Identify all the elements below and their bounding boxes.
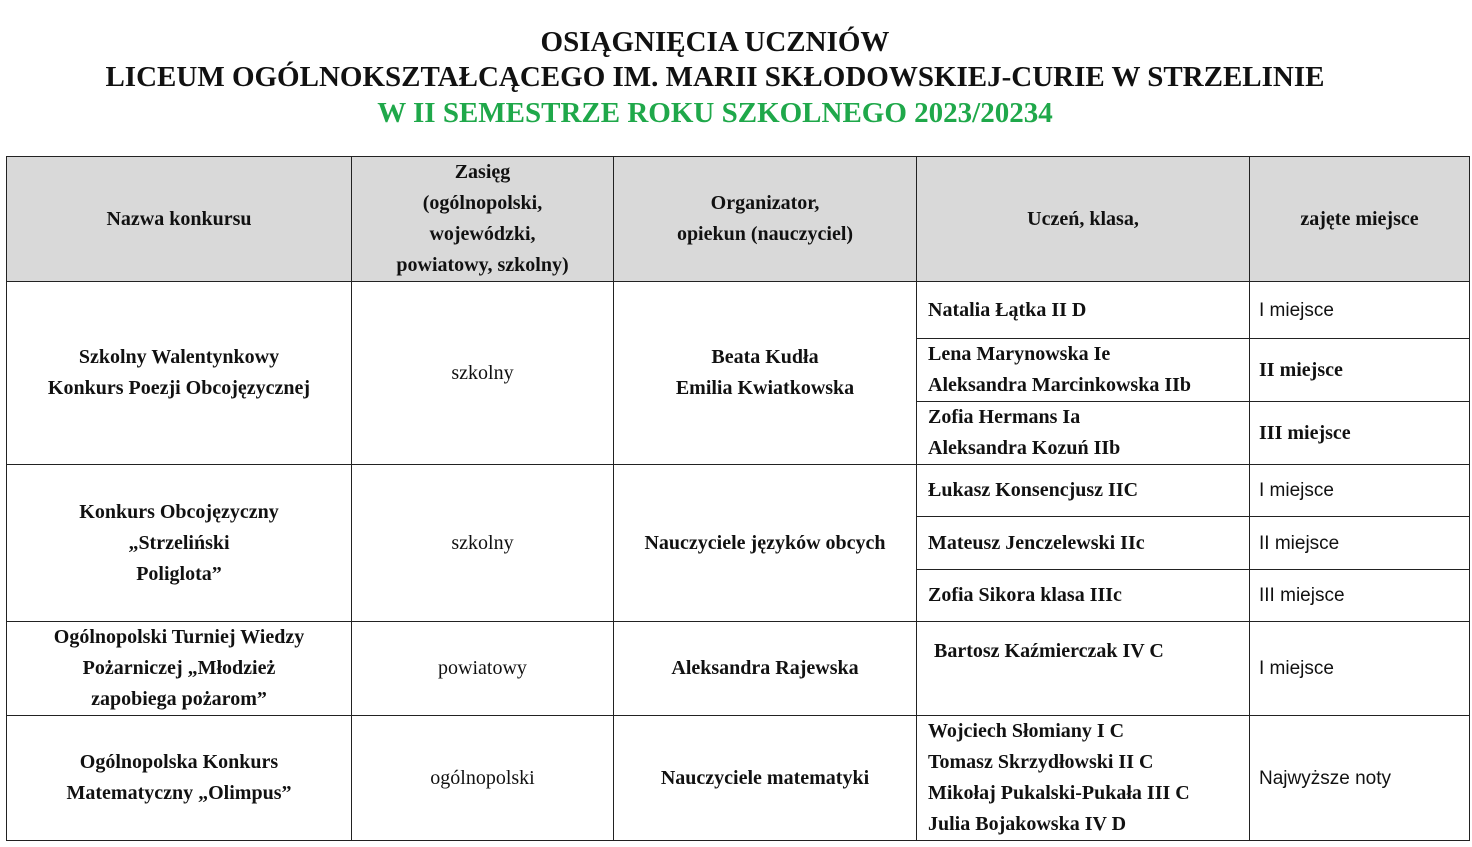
col-header-scope-line: powiatowy, szkolny): [396, 254, 569, 276]
student-cell: [917, 339, 1250, 402]
student-cell: [917, 282, 1250, 339]
student-line: Wojciech Słomiany I C: [928, 720, 1125, 742]
organizer-cell: [614, 282, 917, 465]
contest-name-cell: [7, 716, 352, 841]
col-header-name: Nazwa konkursu: [7, 157, 352, 282]
organizer-line: Emilia Kwiatkowska: [675, 377, 855, 399]
contest-name-line: Pożarniczej „Młodzież: [82, 657, 276, 679]
col-header-place: zajęte miejsce: [1250, 157, 1470, 282]
contest-name-line: Matematyczny „Olimpus”: [66, 782, 292, 804]
contest-name-line: Ogólnopolska Konkurs: [79, 751, 279, 773]
organizer-cell: [614, 716, 917, 841]
student-cell: [917, 622, 1250, 716]
col-header-scope: [352, 157, 614, 282]
place-cell: II miejsce: [1250, 339, 1470, 402]
contest-name-line: „Strzeliński: [128, 531, 230, 554]
student-cell: [917, 465, 1250, 517]
header-row: [7, 157, 1470, 282]
place-cell: III miejsce: [1250, 570, 1470, 622]
contest-name-line: Konkurs Obcojęzyczny: [79, 500, 279, 523]
contest-name-cell: [7, 622, 352, 716]
scope-cell: szkolny: [352, 282, 614, 465]
contest-name-line: Ogólnopolski Turniej Wiedzy: [53, 626, 305, 648]
contest-name-cell: [7, 465, 352, 622]
student-cell: [917, 570, 1250, 622]
student-cell: [917, 402, 1250, 465]
student-line: Mikołaj Pukalski-Pukała III C: [928, 782, 1190, 804]
place-cell: II miejsce: [1250, 517, 1470, 570]
contest-name-line: zapobiega pożarom”: [91, 688, 267, 710]
col-header-scope-line: wojewódzki,: [429, 223, 536, 245]
table-row: [7, 622, 1470, 716]
title-line-1: OSIĄGNIĘCIA UCZNIÓW: [540, 26, 890, 58]
place-cell: III miejsce: [1250, 402, 1470, 465]
student-line: Julia Bojakowska IV D: [928, 813, 1127, 835]
contest-name-line: Szkolny Walentynkowy: [78, 346, 280, 368]
student-line: Tomasz Skrzydłowski II C: [928, 751, 1154, 773]
organizer-line: Nauczyciele matematyki: [660, 766, 870, 789]
organizer-line: Aleksandra Rajewska: [671, 657, 859, 679]
student-line: Zofia Sikora klasa IIIc: [928, 584, 1122, 606]
student-line: Aleksandra Marcinkowska IIb: [928, 374, 1192, 396]
place-cell: Najwyższe noty: [1250, 716, 1470, 841]
scope-cell: ogólnopolski: [352, 716, 614, 841]
student-line: Mateusz Jenczelewski IIc: [928, 531, 1145, 554]
student-line: Aleksandra Kozuń IIb: [928, 437, 1121, 459]
scope-cell: powiatowy: [352, 622, 614, 716]
scope-cell: szkolny: [352, 465, 614, 622]
col-header-organizer-line: Organizator,: [710, 192, 820, 214]
student-cell: [917, 517, 1250, 570]
contest-name-line: Poliglota”: [136, 562, 222, 585]
place-cell: I miejsce: [1250, 622, 1470, 716]
organizer-line: Nauczyciele języków obcych: [644, 531, 886, 554]
student-cell: [917, 716, 1250, 841]
table-row: [7, 282, 1470, 339]
organizer-line: Beata Kudła: [711, 346, 819, 368]
student-line: Lena Marynowska Ie: [928, 343, 1111, 365]
contest-name-line: Konkurs Poezji Obcojęzycznej: [47, 377, 311, 399]
organizer-cell: [614, 622, 917, 716]
student-line: Łukasz Konsencjusz IIC: [928, 479, 1139, 501]
table-row: [7, 465, 1470, 517]
student-line: Natalia Łątka II D: [928, 298, 1087, 321]
organizer-cell: [614, 465, 917, 622]
contest-name-cell: [7, 282, 352, 465]
col-header-scope-line: Zasięg: [454, 161, 511, 183]
student-line: Zofia Hermans Ia: [928, 406, 1081, 428]
title-line-3: W II SEMESTRZE ROKU SZKOLNEGO 2023/20234: [377, 97, 1053, 129]
col-header-scope-line: (ogólnopolski,: [422, 192, 543, 214]
col-header-student: Uczeń, klasa,: [917, 157, 1250, 282]
table-row: [7, 716, 1470, 841]
col-header-organizer: [614, 157, 917, 282]
title-line-2: LICEUM OGÓLNOKSZTAŁCĄCEGO IM. MARII SKŁODOWSKIEJ-CURIE W STRZELINIE: [105, 61, 1325, 93]
student-line: Bartosz Kaźmierczak IV C: [934, 640, 1164, 662]
achievements-table: [6, 156, 1470, 841]
col-header-organizer-line: opiekun (nauczyciel): [676, 223, 854, 245]
place-cell: I miejsce: [1250, 282, 1470, 339]
place-cell: I miejsce: [1250, 465, 1470, 517]
